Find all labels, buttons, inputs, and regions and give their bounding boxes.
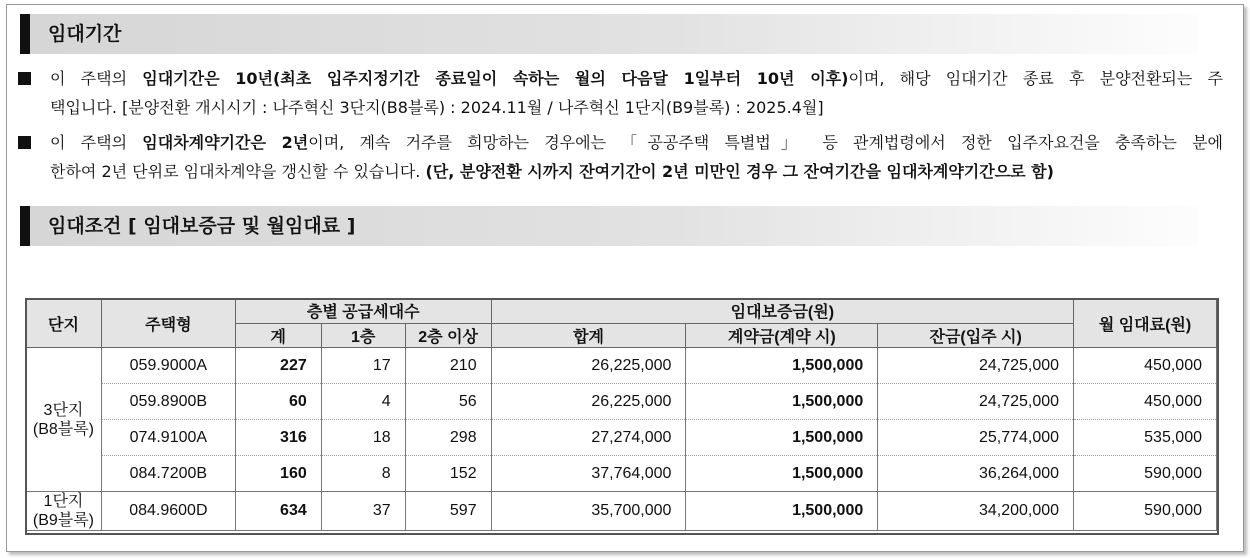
cell-sum: 27,274,000 (491, 420, 686, 456)
cell-contract: 1,500,000 (686, 492, 878, 531)
complex-cell: 3단지 (B8블록) (26, 348, 102, 492)
header-supply-units: 층별 공급세대수 (235, 299, 491, 324)
paragraph-line: 한하여 2년 단위로 임대차계약을 갱신할 수 있습니다. (단, 분양전환 시까지 잔여기간이 2년 미만인 경우 그 잔여기간을 임대차계약기간으로 함) (50, 162, 1054, 181)
header-total-units: 계 (235, 323, 321, 348)
cell-monthly: 535,000 (1074, 420, 1217, 456)
paragraph-line: 이 주택의 임대기간은 10년(최초 입주지정기간 종료일이 속하는 월의 다음달 1일부터 10년 이후)이며, 해당 임대기간 종료 후 분양전환되는 주 (50, 69, 1224, 88)
cell-monthly: 590,000 (1074, 456, 1217, 492)
cell-total: 60 (235, 384, 321, 420)
table-row (26, 384, 1217, 420)
cell-total: 634 (235, 492, 321, 531)
header-housing-type: 주택형 (101, 299, 235, 348)
cell-total: 160 (235, 456, 321, 492)
table-row (26, 348, 1217, 384)
bullet-square-icon (18, 72, 31, 85)
header-floor2-up: 2층 이상 (405, 323, 491, 348)
cell-contract: 1,500,000 (686, 348, 878, 384)
cell-floor1: 17 (321, 348, 405, 384)
cell-sum: 26,225,000 (491, 348, 686, 384)
cell-contract: 1,500,000 (686, 420, 878, 456)
lease-period-paragraph (18, 64, 1223, 122)
contract-period-paragraph (18, 128, 1223, 186)
cell-type: 084.9600D (101, 492, 235, 531)
cell-total: 316 (235, 420, 321, 456)
cell-sum: 37,764,000 (491, 456, 686, 492)
cell-monthly: 450,000 (1074, 348, 1217, 384)
cell-floor2: 152 (405, 456, 491, 492)
header-complex: 단지 (26, 299, 102, 348)
cell-type: 084.7200B (101, 456, 235, 492)
header-deposit-sum: 합계 (491, 323, 686, 348)
cell-floor2: 597 (405, 492, 491, 531)
complex-cell: 1단지 (B9블록) (26, 492, 102, 531)
cell-balance: 24,725,000 (878, 384, 1074, 420)
cell-floor1: 18 (321, 420, 405, 456)
paragraph-line: 택입니다. [분양전환 개시시기 : 나주혁신 3단지(B8블록) : 2024.11월 / 나주혁신 1단지(B9블록) : 2025.4월] (50, 98, 824, 117)
cell-contract: 1,500,000 (686, 456, 878, 492)
table-row (26, 492, 1217, 531)
cell-type: 059.8900B (101, 384, 235, 420)
cell-balance: 36,264,000 (878, 456, 1074, 492)
header-deposit: 임대보증금(원) (491, 299, 1073, 324)
cell-type: 059.9000A (101, 348, 235, 384)
cell-sum: 35,700,000 (491, 492, 686, 531)
cell-floor2: 56 (405, 384, 491, 420)
header-floor1: 1층 (321, 323, 405, 348)
cell-balance: 25,774,000 (878, 420, 1074, 456)
cell-floor2: 298 (405, 420, 491, 456)
bullet-square-icon (18, 136, 31, 149)
header-balance: 잔금(입주 시) (878, 323, 1074, 348)
paragraph-line: 이 주택의 임대차계약기간은 2년이며, 계속 거주를 희망하는 경우에는 「공공주택 특별법」 등 관계법령에서 정한 입주자요건을 충족하는 분에 (50, 133, 1224, 152)
cell-floor1: 8 (321, 456, 405, 492)
header-monthly-rent: 월 임대료(원) (1074, 299, 1217, 348)
cell-contract: 1,500,000 (686, 384, 878, 420)
header-contract-fee: 계약금(계약 시) (686, 323, 878, 348)
section-title-lease-conditions: 임대조건 [ 임대보증금 및 월임대료 ] (20, 206, 1198, 246)
cell-balance: 24,725,000 (878, 348, 1074, 384)
cell-monthly: 450,000 (1074, 384, 1217, 420)
cell-total: 227 (235, 348, 321, 384)
section-title-lease-period: 임대기간 (20, 14, 1198, 54)
cell-floor1: 4 (321, 384, 405, 420)
cell-sum: 26,225,000 (491, 384, 686, 420)
cell-monthly: 590,000 (1074, 492, 1217, 531)
table-row (26, 420, 1217, 456)
cell-floor2: 210 (405, 348, 491, 384)
cell-type: 074.9100A (101, 420, 235, 456)
lease-conditions-table (25, 298, 1217, 531)
table-row (26, 456, 1217, 492)
cell-balance: 34,200,000 (878, 492, 1074, 531)
cell-floor1: 37 (321, 492, 405, 531)
